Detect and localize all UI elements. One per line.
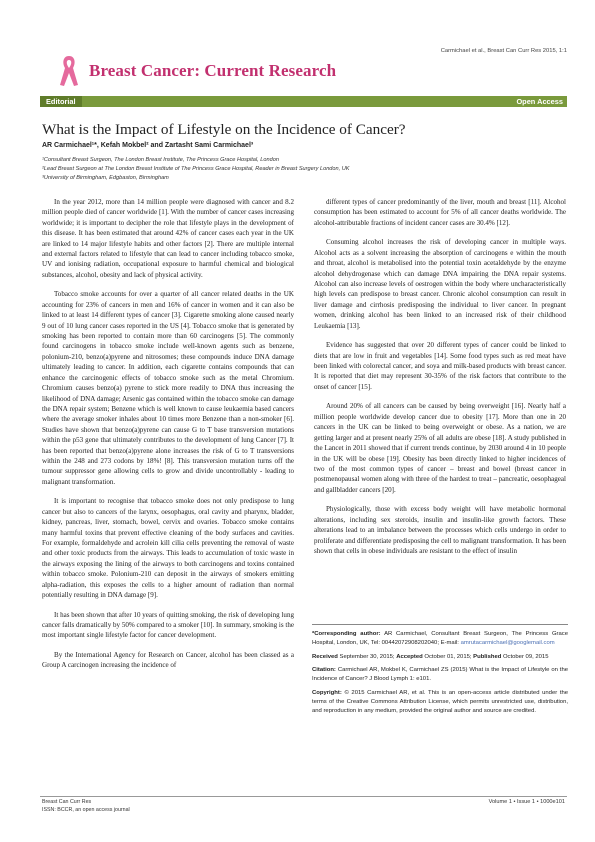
paragraph: Consuming alcohol increases the risk of developing cancer in multiple ways. Alcohol acts as a solvent increasing the absorption of carcinogens e within the mouth and throat, alcohol is metabolised into the potential toxin acetaldehyde by the enzyme alcohol dehydrogenase which can damage DNA impairing the DNA repair systems. Alcohol can also increase levels of oestrogen within the body where uncharacteristically high levels can predispose to breast cancer. Chronic alcohol consumption can result in liver damage and cirrhosis predisposing the individual to liver cancer. In pregnant women, drinking alcohol has been linked to an increased risk of their childhood Leukaemia [13]. xyxy=(314,238,566,330)
corr-label: *Corresponding author: xyxy=(312,631,381,637)
author-list: AR Carmichael¹*, Kefah Mokbel² and Zartasht Sami Carmichael³ xyxy=(42,142,254,149)
published-date: October 09, 2015 xyxy=(502,653,549,660)
paragraph: By the International Agency for Research on Cancer, alcohol has been classed as a Group A carcinogen increasing the incidence of xyxy=(42,651,294,670)
paragraph: In the year 2012, more than 14 million people were diagnosed with cancer and 8.2 million people died of cancer worldwide [1]. With the number of cancer cases increasing worldwide; it is important to decipher the role that lifestyle plays in the development of this disease. It has been estimated that around 42% of cancer cases each year in the UK are linked to 14 major lifestyle habits and other factors [2]. There are multiple internal and external factors related to lifestyle that can lead to cancer including tobacco smoke, UV and ionising radiation, occupational exposure to harmful chemical and biological substances, alcohol, obesity and lack of physical activity. xyxy=(42,198,294,279)
affiliation-1: ¹Consultant Breast Surgeon, The London Breast Institute, The Princess Grace Hospital, London xyxy=(42,157,279,163)
article-type-band xyxy=(40,96,567,107)
accepted-label: Accepted xyxy=(396,653,423,660)
paragraph: It has been shown that after 10 years of quitting smoking, the risk of developing lung cancer falls dramatically by 50% compared to a smoker [10]. In summary, smoking is the most important single lifestyle factor for cancer development. xyxy=(42,610,294,640)
journal-header xyxy=(57,54,557,88)
journal-title: Breast Cancer: Current Research xyxy=(89,61,337,80)
copyright xyxy=(312,689,568,715)
body-column-left xyxy=(42,197,294,680)
email-link[interactable]: amrutacarmichael@googlemail.com xyxy=(460,639,555,646)
paragraph: Evidence has suggested that over 20 different types of cancer could be linked to diets that are low in fruit and vegetables [14]. Some food types such as red meat have been linked with colorectal cancer, and soya and milk-based products with breast cancer. It is reported that diet may represent 30-35% of the risk factors that contribute to the onset of cancer [15]. xyxy=(314,341,566,391)
corr-text: AR Carmichael, Consultant Breast Surgeon, The Princess Grace Hospital, London, UK, Tel: 00442072908202040; E-mail: xyxy=(312,631,568,646)
pink-ribbon-icon xyxy=(57,54,81,88)
article-type-label: Editorial xyxy=(40,96,82,107)
running-head: Carmichael et al., Breast Can Curr Res 2015, 1:1 xyxy=(440,48,567,54)
corresponding-author xyxy=(312,630,568,648)
affiliation-3: ³University of Birmingham, Edgbaston, Birmingham xyxy=(42,175,169,181)
copyright-label: Copyright: xyxy=(312,689,342,696)
received-date: September 30, 2015; xyxy=(339,653,395,660)
published-label: Published xyxy=(473,653,502,660)
paragraph: different types of cancer predominantly of the liver, mouth and breast [11]. Alcohol consumption has been estimated to account for 5% of all cancer deaths worldwide. The alcohol-attributable fractions of incident cancer cases are 30.4% [12]. xyxy=(314,198,566,227)
footer-journal-abbrev: Breast Can Curr Res xyxy=(42,799,92,805)
accepted-date: October 01, 2015; xyxy=(424,653,472,660)
open-access-label: Open Access xyxy=(516,97,563,106)
dates xyxy=(312,653,568,662)
footer-issn: ISSN: BCCR, an open access journal xyxy=(42,807,130,814)
paragraph: Around 20% of all cancers can be caused by being overweight [16]. Nearly half a million people worldwide develop cancer due to obesity [17]. More than one in 20 cancers in the UK can be linked to being overweight or obese. As a nation, we are getting larger and at present nearly 25% of all adults are obese [18]. A study published in the Lancet in 2011 showed that if current trends continue, by 2030 around 4 in 10 people in the UK will be obese [19]. Obesity has been directly linked to higher incidences of two of the most common types of cancer – breast and bowel (breast cancer in postmenopausal women along with three of the hardest to treat – pancreatic, oesophageal and gallbladder cancers [20]. xyxy=(314,402,566,494)
body-column-right xyxy=(314,197,566,617)
paragraph: Tobacco smoke accounts for over a quarter of all cancer related deaths in the UK accounting for 23% of cancers in men and 16% of cancer in women and it can also be linked to at least 14 different types of cancer [3]. Cigarette smoking alone caused nearly 9 out of 10 lung cancer cases reported in the US [4]. Tobacco smoke that is generated by smoking has been reported to contain more than 60 carcinogens [5]. The commonly found carcinogens in tobacco smoke include well-known agents such as benzene, polonium-210, benzo(a)pyrene and nitrosomes; these compounds induce DNA damage ultimately leading to cancer. In addition, each cigarette contains compounds that can enhance the carcinogenic effects of tobacco smoke such as the metal Chromium. Chromium causes benzo(a) pyrene to stick more readily to DNA thus increasing the likelihood of DNA damage; Arsenic gas contained within the tobacco smoke can damage the DNA repair system; Benzene which is well known to cause leukaemia based cancers where the average smoker inhales about 10 times more Benzene than a non-smoker [6]. Studies have shown that benzo(a)pyrene can cause G to T base transversion mutations within the p53 gene that ultimately contributes to the development of lung Cancer [7]. It has been reported that benzo(a)pyrene alone increases the risk of G to T transversions within the 248 and 273 codons by 18%! [8]. This transversion mutation turns off the tumour suppressor gene allowing cells to grow and divide uncontrollably - leading to malignant transformation. xyxy=(42,290,294,486)
footer-journal xyxy=(42,798,130,815)
received-label: Received xyxy=(312,653,338,660)
paragraph: It is important to recognise that tobacco smoke does not only predispose to lung cancer but also to cancers of the larynx, oesophagus, oral cavity and pharynx, bladder, kidney, pancreas, liver, stomach, bowel, cervix and ovaries. Tobacco smoke contains many harmful toxins that prevent effective cleaning of the body surfaces and cavities. For example, formaldehyde and acrolein kill cilia cells preventing the removal of waste and other toxic products from the airways. This leads to accumulation of toxic waste in the airways exposing the lining of the airways to both carcinogens and toxins contained within tobacco smoke. Polonium-210 can deposit in the airways of smokers emitting alpha-radiation, this exposes the cells to a higher amount of radiation than normal potentially resulting in DNA damage [9]. xyxy=(42,497,294,599)
citation xyxy=(312,666,568,684)
article-title: What is the Impact of Lifestyle on the Incidence of Cancer? xyxy=(42,121,406,138)
footer-divider xyxy=(40,796,567,797)
citation-text: Carmichael AR, Mokbel K, Carmichael ZS (2015) What is the Impact of Lifestyle on the Incidence of Cancer? J Blood Lymph 1: e101. xyxy=(312,667,568,683)
affiliation-2: ²Lead Breast Surgeon at The London Breast Institute of The Princess Grace Hospital, Reader in Breast Surgery London, UK xyxy=(42,166,350,172)
copyright-text: © 2015 Carmichael AR, et al. This is an open-access article distributed under the terms of the Creative Commons Attribution License, which permits unrestricted use, distribution, and reproduction in any medium, provided the original author and source are credited. xyxy=(312,689,569,714)
footer-volume: Volume 1 • Issue 1 • 1000e101 xyxy=(488,799,565,805)
citation-label: Citation: xyxy=(312,667,336,674)
paragraph: Physiologically, those with excess body weight will have metabolic hormonal alterations, including sex steroids, insulin and insulin-like growth factors. These alterations lead to an imbalance between the processes which cells undergo in order to proliferate and differentiate predisposing the cell to malignant transformation. It has been shown that cells in obese individuals are resistant to the effect of insulin xyxy=(314,505,566,555)
correspondence-box xyxy=(312,624,568,720)
